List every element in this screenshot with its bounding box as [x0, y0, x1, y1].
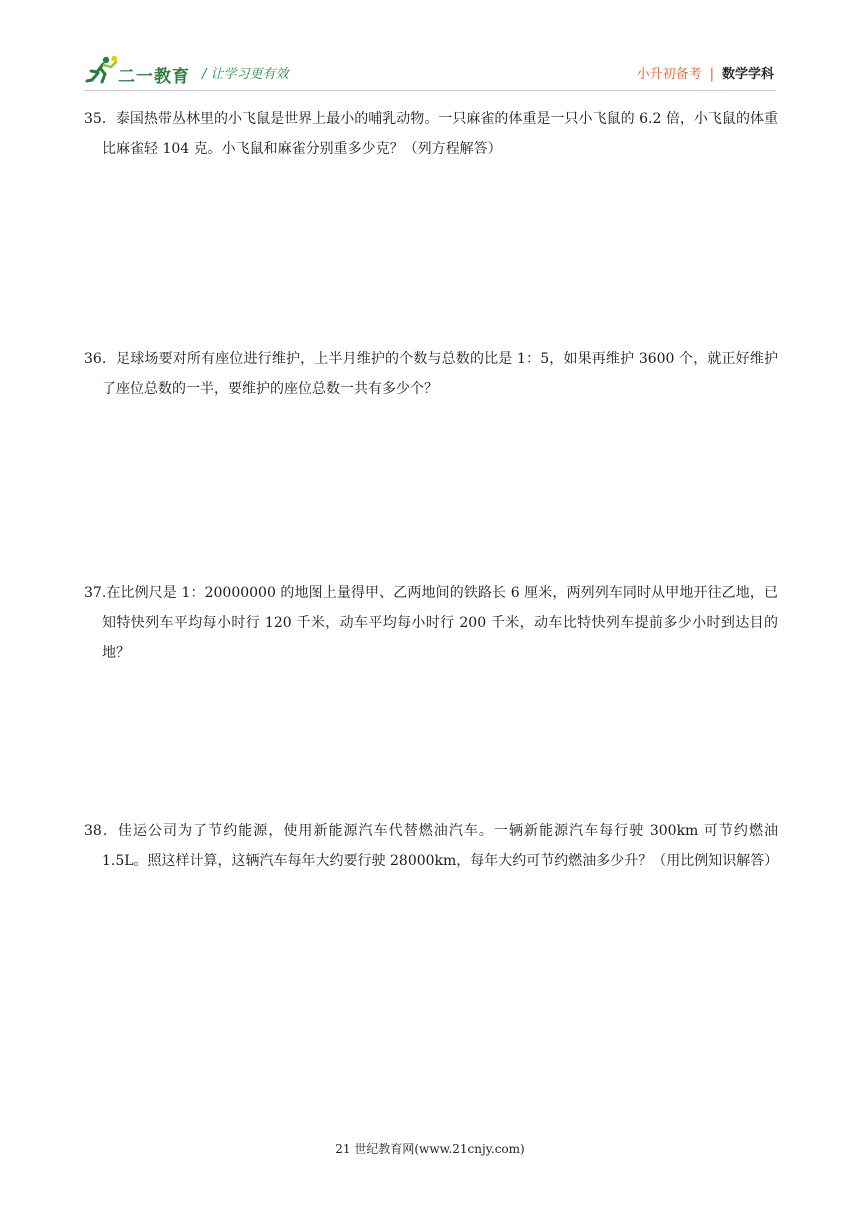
question-text: 在比例尺是 1：20000000 的地图上量得甲、乙两地间的铁路长 6 厘米，两列列车同时从甲地开往乙地，已知特快列车平均每小时行 120 千米，动车平均每小时行 200 千米，动车比特快列车提前多少小时到达目的地？ [102, 585, 778, 661]
slogan: / 让学习更有效 [202, 67, 289, 82]
subject-label: 数学学科 [721, 67, 774, 82]
exam-label: 小升初备考 [636, 67, 702, 82]
question-37 [84, 578, 778, 668]
logo [84, 54, 194, 88]
question-text: 泰国热带丛林里的小飞鼠是世界上最小的哺乳动物。一只麻雀的体重是一只小飞鼠的 6.2 倍，小飞鼠的体重比麻雀轻 104 克。小飞鼠和麻雀分别重多少克？（列方程解答） [102, 111, 778, 157]
question-38 [84, 816, 778, 876]
header-separator: | [709, 67, 714, 82]
page-footer: 21 世纪教育网(www.21cnjy.com) [335, 1142, 525, 1156]
header-right [637, 63, 774, 82]
question-number: 37. [84, 585, 107, 601]
question-36 [84, 344, 778, 404]
question-number: 36． [84, 351, 117, 367]
question-number: 38． [84, 823, 118, 839]
question-text: 佳运公司为了节约能源，使用新能源汽车代替燃油汽车。一辆新能源汽车每行驶 300km 可节约燃油 1.5L。照这样计算，这辆汽车每年大约要行驶 28000km，每年大约可节约燃油多少升？（用比例知识解答） [102, 823, 779, 869]
page-header [84, 52, 776, 92]
question-35 [84, 104, 778, 164]
logo-text: 二一教育 [118, 67, 190, 87]
header-divider [84, 90, 776, 91]
question-text: 足球场要对所有座位进行维护，上半月维护的个数与总数的比是 1：5，如果再维护 3600 个，就正好维护了座位总数的一半，要维护的座位总数一共有多少个？ [102, 351, 778, 397]
question-number: 35． [84, 111, 116, 127]
running-figure-logo-icon [84, 54, 118, 88]
